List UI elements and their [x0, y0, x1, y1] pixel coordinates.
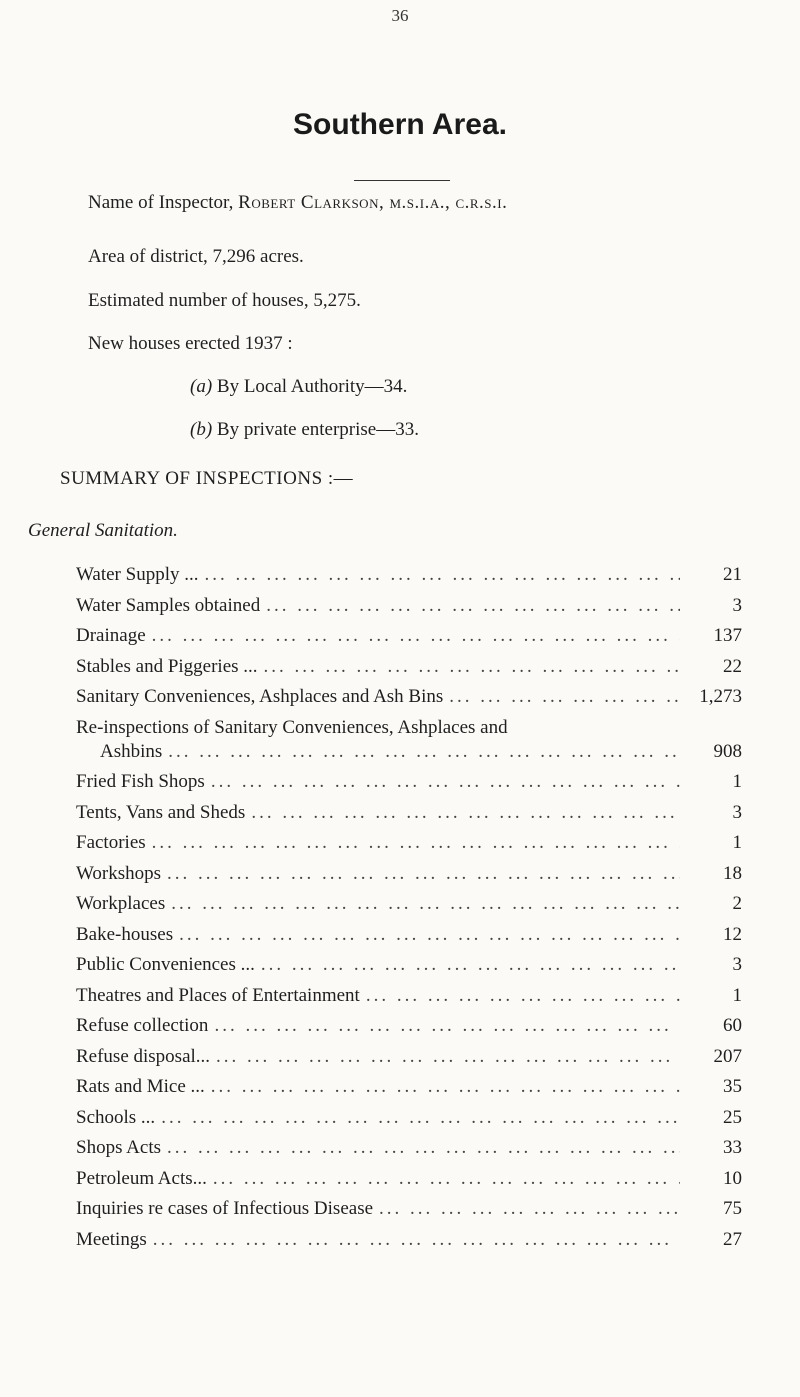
item-label: Petroleum Acts...: [76, 1167, 207, 1189]
new-houses-a-text: By Local Authority—34.: [212, 376, 408, 397]
list-item: [76, 832, 742, 863]
list-item: [76, 771, 742, 802]
leader-dots: [214, 1015, 680, 1037]
leader-dots: [261, 954, 680, 976]
list-item: [76, 1046, 742, 1077]
item-value: 3: [732, 801, 742, 823]
item-value: 1: [732, 984, 742, 1006]
leader-dots: [211, 771, 680, 793]
list-item: [76, 625, 742, 656]
leader-dots: [216, 1046, 680, 1068]
item-label: Inquiries re cases of Infectious Disease: [76, 1198, 374, 1219]
item-label: Drainage: [76, 625, 146, 646]
summary-heading: SUMMARY OF INSPECTIONS :—: [60, 468, 354, 489]
item-value: 33: [723, 1137, 742, 1158]
item-value: 207: [713, 1045, 742, 1067]
item-label: Ashbins: [100, 740, 163, 762]
item-label: Sanitary Conveniences, Ashplaces and Ash Bins: [76, 686, 444, 707]
list-item: [76, 1107, 742, 1138]
item-label: Shops Acts: [76, 1137, 161, 1158]
list-item: [76, 1015, 742, 1046]
leader-dots: [366, 985, 680, 1007]
item-label: Rats and Mice ...: [76, 1076, 205, 1097]
title-divider: [354, 180, 450, 181]
leader-dots: [204, 564, 680, 586]
leader-dots: [161, 1107, 680, 1129]
item-value: 1,273: [699, 686, 742, 707]
item-value: 35: [723, 1076, 742, 1097]
leader-dots: [213, 1168, 680, 1190]
leader-dots: [266, 595, 680, 617]
item-label: Schools ...: [76, 1106, 156, 1128]
item-value: 22: [723, 655, 742, 677]
section-subheading: General Sanitation.: [28, 520, 178, 541]
item-label: Factories: [76, 832, 146, 853]
item-value: 60: [723, 1015, 742, 1036]
new-houses-heading: New houses erected 1937 :: [88, 333, 293, 354]
item-label: Stables and Piggeries ...: [76, 655, 258, 677]
item-value: 3: [732, 594, 742, 616]
item-label: Tents, Vans and Sheds: [76, 801, 246, 823]
list-item: [76, 1168, 742, 1199]
list-item: [76, 893, 742, 924]
new-houses-b-text: By private enterprise—33.: [212, 419, 419, 440]
leader-dots: [152, 832, 680, 854]
list-item: [76, 717, 742, 741]
item-label: Water Samples obtained: [76, 594, 261, 616]
list-item: [76, 863, 742, 894]
page-title: Southern Area.: [293, 108, 507, 141]
inspector-prefix: Name of Inspector,: [88, 192, 239, 213]
leader-dots: [251, 802, 680, 824]
item-label: Public Conveniences ...: [76, 954, 255, 975]
item-value: 21: [723, 564, 742, 585]
item-value: 27: [723, 1228, 742, 1250]
list-item: [76, 686, 742, 717]
item-label: Workshops: [76, 862, 162, 884]
item-value: 908: [713, 740, 742, 762]
item-label: Theatres and Places of Entertainment: [76, 984, 360, 1006]
leader-dots: [449, 686, 680, 708]
leader-dots: [167, 863, 680, 885]
item-value: 137: [713, 625, 742, 646]
item-value: 18: [723, 862, 742, 884]
item-value: 1: [732, 771, 742, 792]
item-label: Water Supply ...: [76, 564, 199, 585]
item-label: Refuse disposal...: [76, 1045, 211, 1067]
leader-dots: [152, 625, 680, 647]
item-value: 12: [723, 923, 742, 945]
leader-dots: [171, 893, 680, 915]
item-label: Workplaces: [76, 893, 166, 914]
list-item: [76, 802, 742, 833]
list-item: [76, 595, 742, 626]
marker-a: (a): [190, 376, 213, 397]
page-number: 36: [391, 6, 409, 25]
list-item: [76, 1137, 742, 1168]
leader-dots: [379, 1198, 680, 1220]
item-value: 10: [723, 1167, 742, 1189]
houses-line: Estimated number of houses, 5,275.: [88, 290, 361, 311]
item-value: 2: [732, 893, 742, 914]
item-label: Meetings: [76, 1228, 147, 1250]
item-value: 1: [732, 832, 742, 853]
item-value: 75: [723, 1198, 742, 1219]
list-item: [76, 1198, 742, 1229]
area-line: Area of district, 7,296 acres.: [88, 246, 304, 267]
item-label: Refuse collection: [76, 1015, 209, 1036]
leader-dots: [264, 656, 680, 678]
leader-dots: [179, 924, 680, 946]
item-value: 3: [732, 954, 742, 975]
list-item: [76, 954, 742, 985]
new-houses-a: [190, 376, 407, 398]
list-item: [76, 564, 742, 595]
leader-dots: [168, 741, 680, 763]
inspector-name: Robert Clarkson, m.s.i.a., c.r.s.i.: [238, 192, 508, 213]
list-item: [76, 1076, 742, 1107]
leader-dots: [167, 1137, 680, 1159]
marker-b: (b): [190, 419, 213, 440]
list-item: [76, 656, 742, 687]
new-houses-b: [190, 419, 419, 441]
inspection-list: [76, 564, 742, 1259]
item-label: Fried Fish Shops: [76, 771, 205, 792]
list-item: [76, 985, 742, 1016]
inspector-line: [88, 192, 507, 214]
leader-dots: [211, 1076, 680, 1098]
list-item: [76, 1229, 742, 1260]
item-value: 25: [723, 1106, 742, 1128]
leader-dots: [153, 1229, 680, 1251]
list-item: [76, 924, 742, 955]
item-label: Re-inspections of Sanitary Conveniences, Ashplaces and: [76, 716, 508, 738]
item-label: Bake-houses: [76, 923, 174, 945]
list-item: [76, 741, 742, 772]
